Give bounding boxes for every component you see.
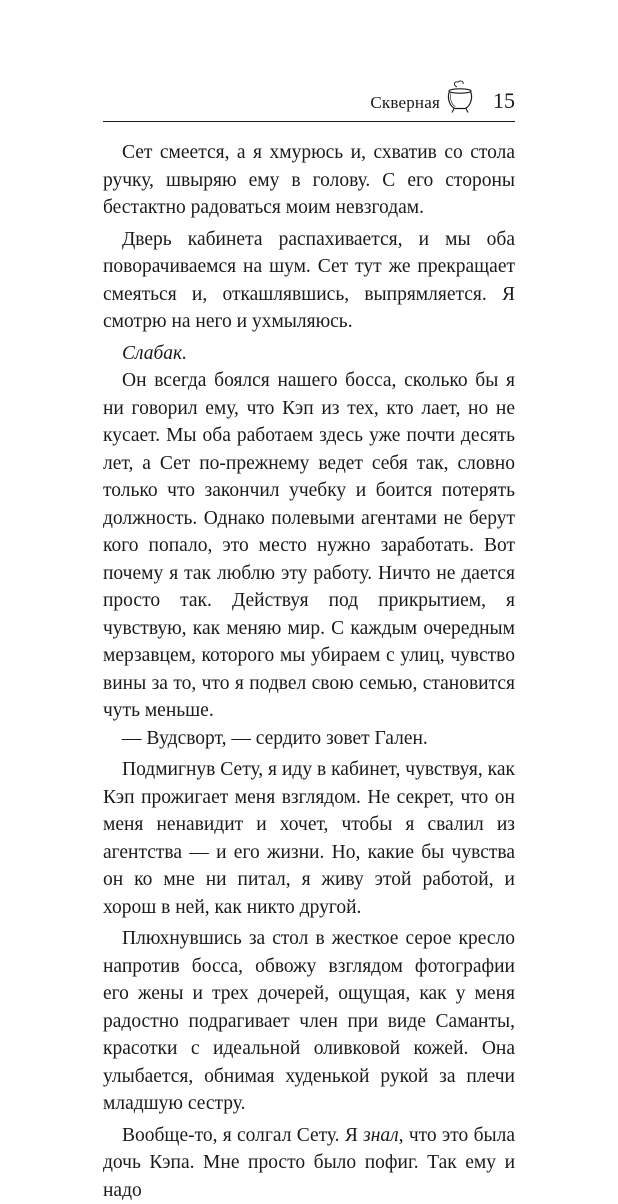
- paragraph: [103, 340, 515, 368]
- body-text: [103, 139, 515, 1204]
- paragraph: Подмигнув Сету, я иду в кабинет, чувствуя, как Кэп прожигает меня взглядом. Не секрет, что он меня ненавидит и хочет, чтобы я свалил из агентства — и его жизни. Но, какие бы чувства он ко мне ни питал, я живу этой работой, и хорош в ней, как никто другой.: [103, 756, 515, 921]
- paragraph: Сет смеется, а я хмурюсь и, схватив со стола ручку, швыряю ему в голову. С его стороны бестактно радоваться моим невзгодам.: [103, 139, 515, 222]
- italic-word: знал: [363, 1125, 399, 1146]
- running-header: [103, 86, 515, 118]
- dialogue-line: — Вудсворт, — сердито зовет Гален.: [103, 725, 515, 753]
- paragraph: Он всегда боялся нашего босса, сколько бы я ни говорил ему, что Кэп из тех, кто лает, но не кусает. Мы оба работаем здесь уже почти десять лет, а Сет по-прежнему ведет себя так, словно только что закончил учебку и боится потерять должность. Однако полевыми агентами не берут кого попало, это место нужно заработать. Вот почему я так люблю эту работу. Ничто не дается просто так. Действуя под прикрытием, я чувствую, как меняю мир. С каждым очередным мерзавцем, которого мы убираем с улиц, чувство вины за то, что я подвел свою семью, становится чуть меньше.: [103, 367, 515, 725]
- paragraph: Дверь кабинета распахивается, и мы оба поворачиваемся на шум. Сет тут же прекращает смеяться и, откашлявшись, выпрямляется. Я смотрю на него и ухмыляюсь.: [103, 226, 515, 336]
- header-divider: [103, 121, 515, 122]
- text-run: , что это была дочь Кэпа. Мне просто было пофиг. Так ему и надо: [103, 1125, 515, 1201]
- paragraph: Плюхнувшись за стол в жесткое серое кресло напротив босса, обвожу взглядом фотографии его жены и трех дочерей, ощущая, как у меня радостно подрагивает член при виде Саманты, красотки с идеальной оливковой кожей. Она улыбается, обнимая худенькой рукой за плечи младшую сестру.: [103, 925, 515, 1118]
- paragraph: [103, 1122, 515, 1204]
- cauldron-icon: [445, 80, 475, 114]
- page-number: 15: [493, 88, 515, 114]
- text-run: Вообще-то, я солгал Сету. Я: [122, 1125, 363, 1146]
- italic-thought: Слабак.: [122, 343, 187, 364]
- running-title: Скверная: [370, 93, 440, 113]
